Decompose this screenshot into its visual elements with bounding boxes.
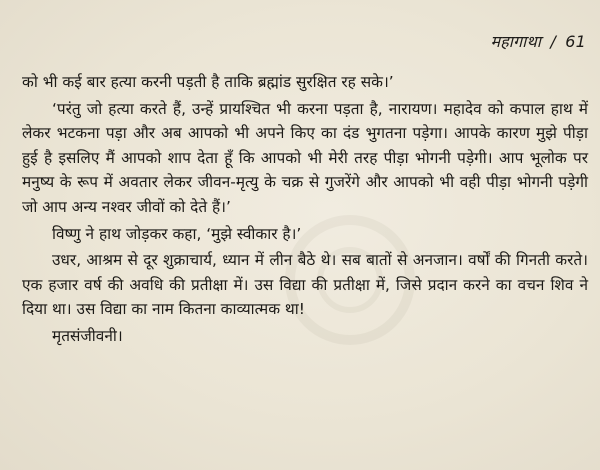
body-text xyxy=(22,70,588,349)
paragraph-4: उधर, आश्रम से दूर शुक्राचार्य, ध्यान में लीन बैठे थे। सब बातों से अनजान। वर्षों की गिनती करते। एक हजार वर्ष की अवधि की प्रतीक्षा में। उस विद्या की प्रतीक्षा में, जिसे प्रदान करने का वचन शिव ने दिया था। उस विद्या का नाम कितना काव्यात्मक था! xyxy=(22,251,588,319)
paragraph-1: को भी कई बार हत्या करनी पड़ती है ताकि ब्रह्मांड सुरक्षित रह सके।’ xyxy=(22,73,394,91)
book-title: महागाथा xyxy=(490,32,542,51)
running-header xyxy=(491,30,586,52)
header-separator: / xyxy=(550,32,556,51)
page-number: 61 xyxy=(565,32,586,51)
paragraph-2: ‘परंतु जो हत्या करते हैं, उन्हें प्रायश्चित भी करना पड़ता है, नारायण। महादेव को कपाल हाथ में लेकर भटकना पड़ा और अब आपको भी अपने किए का दंड भुगतना पड़ेगा। आपके कारण मुझे पीड़ा हुई है इसलिए मैं आपको शाप देता हूँ कि आपको भी मेरी तरह पीड़ा भोगनी पड़ेगी। आप भूलोक पर मनुष्य के रूप में अवतार लेकर जीवन-मृत्यु के चक्र से गुजरेंगे और आपको भी वही पीड़ा भोगनी पड़ेगी जो आप अन्य नश्वर जीवों को देते हैं।’ xyxy=(22,99,588,216)
paragraph-3: विष्णु ने हाथ जोड़कर कहा, ‘मुझे स्वीकार है।’ xyxy=(52,224,302,243)
paragraph-5: मृतसंजीवनी। xyxy=(52,326,123,345)
